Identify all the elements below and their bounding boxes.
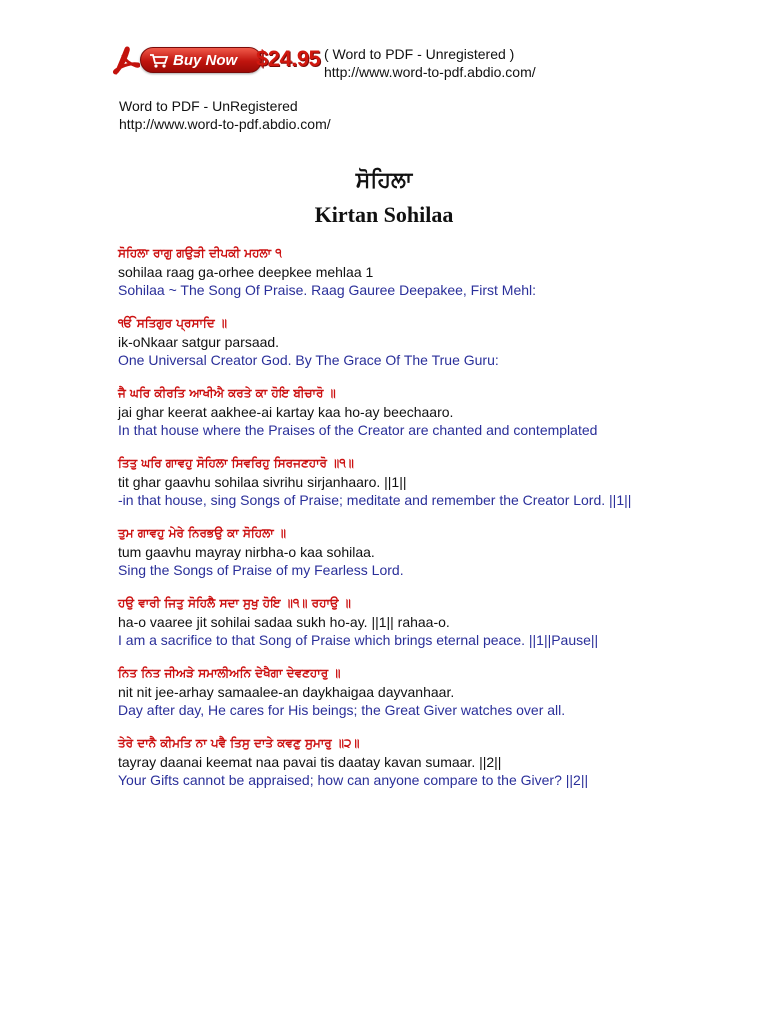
verse-gurmukhi: ਜੈ ਘਰਿ ਕੀਰਤਿ ਆਖੀਐ ਕਰਤੇ ਕਾ ਹੋਇ ਬੀਚਾਰੋ ॥ (118, 386, 336, 400)
unregistered-note: ( Word to PDF - Unregistered ) (324, 46, 515, 62)
watermark (119, 97, 331, 133)
verse (118, 525, 678, 579)
verse (118, 245, 678, 299)
verse-list (118, 245, 678, 805)
verse-gurmukhi: ਹਉ ਵਾਰੀ ਜਿਤੁ ਸੋਹਿਲੈ ਸਦਾ ਸੁਖੁ ਹੋਇ ॥੧॥ ਰਹਾਉ ॥ (118, 596, 351, 610)
verse-transliteration: sohilaa raag ga-orhee deepkee mehlaa 1 (118, 264, 374, 280)
title-gurmukhi: ਸੋਹਿਲਾ (355, 168, 413, 193)
verse (118, 735, 678, 789)
verse-gurmukhi: ੴ ਸਤਿਗੁਰ ਪ੍ਰਸਾਦਿ ॥ (118, 316, 227, 330)
watermark-text: Word to PDF - UnRegistered (119, 98, 298, 114)
acrobat-logo-icon (112, 46, 140, 76)
buy-now-label: Buy Now (173, 52, 238, 69)
verse-transliteration: tayray daanai keemat naa pavai tis daatay kavan sumaar. ||2|| (118, 754, 502, 770)
verse-transliteration: ik-oNkaar satgur parsaad. (118, 334, 280, 350)
verse (118, 315, 678, 369)
purchase-banner (112, 44, 572, 84)
verse-translation: Sohilaa ~ The Song Of Praise. Raag Gauree Deepakee, First Mehl: (118, 282, 537, 298)
verse-gurmukhi: ਤੇਰੇ ਦਾਨੈ ਕੀਮਤਿ ਨਾ ਪਵੈ ਤਿਸੁ ਦਾਤੇ ਕਵਣੁ ਸੁਮਾਰੁ ॥੨॥ (118, 736, 360, 750)
verse (118, 595, 678, 649)
verse-gurmukhi: ਨਿਤ ਨਿਤ ਜੀਅੜੇ ਸਮਾਲੀਅਨਿ ਦੇਖੈਗਾ ਦੇਵਣਹਾਰੁ ॥ (118, 666, 341, 680)
verse-gurmukhi: ਤਿਤੁ ਘਰਿ ਗਾਵਹੁ ਸੋਹਿਲਾ ਸਿਵਰਿਹੁ ਸਿਰਜਣਹਾਰੋ ॥੧॥ (118, 456, 354, 470)
verse (118, 455, 678, 509)
verse-gurmukhi: ਤੁਮ ਗਾਵਹੁ ਮੇਰੇ ਨਿਰਭਉ ਕਾ ਸੋਹਿਲਾ ॥ (118, 526, 286, 540)
price-tag: $24.95 (256, 46, 321, 71)
verse-transliteration: tit ghar gaavhu sohilaa sivrihu sirjanhaaro. ||1|| (118, 474, 407, 490)
verse-translation: In that house where the Praises of the Creator are chanted and contemplated (118, 422, 598, 438)
verse-transliteration: ha-o vaaree jit sohilai sadaa sukh ho-ay. ||1|| rahaa-o. (118, 614, 450, 630)
verse-gurmukhi: ਸੋਹਿਲਾ ਰਾਗੁ ਗਉੜੀ ਦੀਪਕੀ ਮਹਲਾ ੧ (118, 246, 282, 260)
verse (118, 665, 678, 719)
title-english: Kirtan Sohilaa (314, 202, 454, 227)
verse (118, 385, 678, 439)
shopping-cart-icon (149, 53, 169, 69)
watermark-link[interactable]: http://www.word-to-pdf.abdio.com/ (119, 116, 331, 132)
verse-transliteration: nit nit jee-arhay samaalee-an daykhaigaa dayvanhaar. (118, 684, 455, 700)
verse-transliteration: jai ghar keerat aakhee-ai kartay kaa ho-ay beechaaro. (118, 404, 454, 420)
verse-translation: Day after day, He cares for His beings; the Great Giver watches over all. (118, 702, 566, 718)
verse-translation: Sing the Songs of Praise of my Fearless Lord. (118, 562, 404, 578)
verse-translation: -in that house, sing Songs of Praise; meditate and remember the Creator Lord. ||1|| (118, 492, 632, 508)
verse-translation: One Universal Creator God. By The Grace Of The True Guru: (118, 352, 499, 368)
verse-transliteration: tum gaavhu mayray nirbha-o kaa sohilaa. (118, 544, 375, 560)
banner-note (324, 45, 536, 81)
verse-translation: I am a sacrifice to that Song of Praise which brings eternal peace. ||1||Pause|| (118, 632, 599, 648)
verse-translation: Your Gifts cannot be appraised; how can anyone compare to the Giver? ||2|| (118, 772, 589, 788)
buy-now-button[interactable] (140, 47, 262, 73)
banner-link[interactable]: http://www.word-to-pdf.abdio.com/ (324, 64, 536, 80)
